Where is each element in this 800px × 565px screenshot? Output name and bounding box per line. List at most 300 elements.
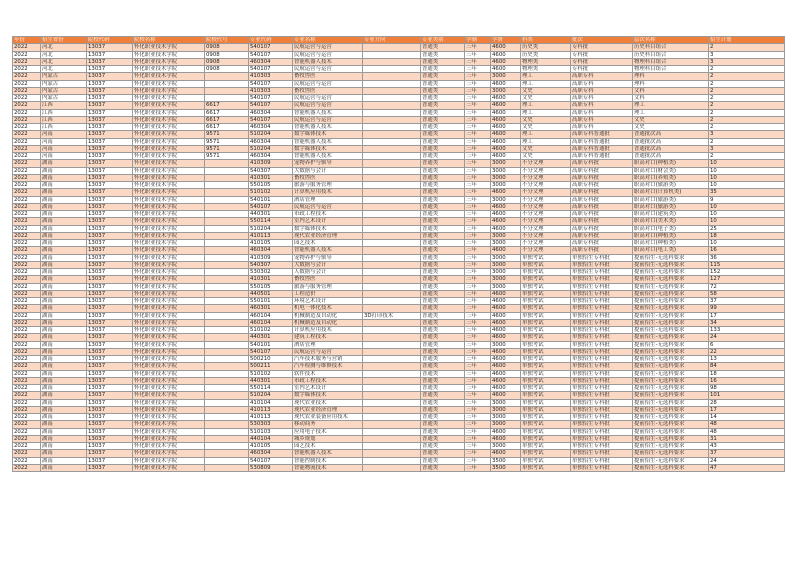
table-cell: 4600 (491, 131, 521, 138)
table-row (13, 44, 785, 51)
table-cell: 普通类 (421, 305, 465, 312)
table-cell: 48 (709, 421, 785, 428)
column-header: 招生省份 (41, 37, 87, 44)
table-cell: 单独考试 (521, 428, 571, 435)
table-cell: 提前招生-无选科要求 (633, 298, 709, 305)
table-cell: 湖南 (41, 240, 87, 247)
table-cell: 101 (709, 392, 785, 399)
table-cell: 13037 (87, 160, 133, 167)
table-cell (205, 377, 249, 384)
table-cell: 单独招生专科批 (571, 276, 633, 283)
table-cell: 怀化职业技术学院 (133, 392, 205, 399)
table-cell: 高职专科批 (571, 203, 633, 210)
table-cell: 单独招生专科批 (571, 435, 633, 442)
table-row (13, 450, 785, 457)
table-cell: 三年 (465, 225, 491, 232)
table-cell (205, 406, 249, 413)
table-row (13, 261, 785, 268)
table-cell (205, 435, 249, 442)
table-cell (205, 225, 249, 232)
table-cell: 10 (709, 167, 785, 174)
table-cell: 13037 (87, 254, 133, 261)
table-cell: 13037 (87, 428, 133, 435)
table-cell (363, 435, 421, 442)
table-cell (205, 247, 249, 254)
table-cell: 普通类 (421, 421, 465, 428)
table-cell: 10 (709, 203, 785, 210)
table-cell: 540107 (249, 66, 293, 73)
table-cell: 室内艺术设计 (293, 385, 363, 392)
table-cell: 三年 (465, 377, 491, 384)
table-row (13, 174, 785, 181)
table-cell: 13037 (87, 189, 133, 196)
table-cell: 提前招生-无选科要求 (633, 290, 709, 297)
table-row (13, 428, 785, 435)
table-cell: 550105 (249, 182, 293, 189)
table-cell: 计算机应用技术 (293, 189, 363, 196)
table-cell: 16 (709, 377, 785, 384)
table-cell (363, 109, 421, 116)
table-cell: 普通类 (421, 450, 465, 457)
table-cell: 大数据与会计 (293, 167, 363, 174)
table-cell (363, 51, 421, 58)
table-cell: 13037 (87, 153, 133, 160)
table-cell: 湖南 (41, 414, 87, 421)
table-cell: 13037 (87, 182, 133, 189)
table-cell (205, 392, 249, 399)
column-header: 学费 (491, 37, 521, 44)
table-cell: 河北 (41, 58, 87, 65)
table-cell: 460304 (249, 58, 293, 65)
table-cell: 2022 (13, 319, 41, 326)
table-cell: 0908 (205, 66, 249, 73)
table-cell: 2022 (13, 58, 41, 65)
table-cell: 9571 (205, 145, 249, 152)
table-cell: 怀化职业技术学院 (133, 414, 205, 421)
table-cell (363, 261, 421, 268)
table-cell: 提前招生-无选科要求 (633, 414, 709, 421)
table-cell: 专科批 (571, 44, 633, 51)
table-cell: 职高对口(建筑类) (633, 211, 709, 218)
table-row (13, 167, 785, 174)
table-cell (363, 421, 421, 428)
table-cell: 湖南 (41, 406, 87, 413)
table-cell: 高职专科 (571, 109, 633, 116)
table-cell: 物理科目组合 (633, 58, 709, 65)
table-cell (363, 174, 421, 181)
table-cell: 不分文理 (521, 196, 571, 203)
table-cell: 2022 (13, 44, 41, 51)
table-cell: 河南 (41, 145, 87, 152)
table-cell: 单独招生专科批 (571, 319, 633, 326)
table-cell: 普通类 (421, 153, 465, 160)
table-cell: 智能机器人技术 (293, 450, 363, 457)
table-cell: 13037 (87, 406, 133, 413)
table-cell: 单独招生专科批 (571, 298, 633, 305)
table-cell: 3000 (491, 182, 521, 189)
table-cell: 单独考试 (521, 421, 571, 428)
table-cell (205, 254, 249, 261)
table-cell: 怀化职业技术学院 (133, 102, 205, 109)
table-row (13, 334, 785, 341)
table-cell: 怀化职业技术学院 (133, 312, 205, 319)
table-cell: 三年 (465, 334, 491, 341)
table-cell: 普通类 (421, 44, 465, 51)
table-cell: 普通类 (421, 196, 465, 203)
enrollment-plan-table (12, 36, 785, 472)
table-cell (205, 443, 249, 450)
table-cell: 职高对口(计算机类) (633, 189, 709, 196)
table-cell: 怀化职业技术学院 (133, 95, 205, 102)
table-cell: 4600 (491, 189, 521, 196)
table-cell: 三年 (465, 348, 491, 355)
table-cell: 13037 (87, 102, 133, 109)
table-cell: 三年 (465, 464, 491, 471)
table-cell (205, 196, 249, 203)
table-cell: 18 (709, 232, 785, 239)
table-cell: 怀化职业技术学院 (133, 276, 205, 283)
table-cell (205, 457, 249, 464)
table-cell: 10 (709, 160, 785, 167)
table-cell (363, 232, 421, 239)
table-row (13, 392, 785, 399)
table-row (13, 363, 785, 370)
table-cell: 4600 (491, 312, 521, 319)
table-cell: 2022 (13, 174, 41, 181)
table-cell: 民航运营与运营 (293, 116, 363, 123)
table-cell: 室内艺术设计 (293, 218, 363, 225)
table-row (13, 124, 785, 131)
table-cell: 540107 (249, 102, 293, 109)
table-cell: 普通类 (421, 392, 465, 399)
table-cell: 高职专科批 (571, 160, 633, 167)
table-header-row (13, 37, 785, 44)
table-row (13, 312, 785, 319)
table-cell (205, 312, 249, 319)
table-cell: 2 (709, 66, 785, 73)
table-cell: 普通批次高 (633, 145, 709, 152)
table-cell (363, 87, 421, 94)
table-cell: 单独招生专科批 (571, 392, 633, 399)
table-cell: 13037 (87, 218, 133, 225)
table-cell (205, 283, 249, 290)
table-cell: 2022 (13, 102, 41, 109)
table-cell: 410104 (249, 399, 293, 406)
table-cell: 理工 (633, 109, 709, 116)
table-cell: 汽车检测与维修技术 (293, 363, 363, 370)
table-row (13, 80, 785, 87)
table-cell: 6617 (205, 109, 249, 116)
table-cell: 单独招生专科批 (571, 377, 633, 384)
table-cell (205, 370, 249, 377)
table-cell: 单独考试 (521, 334, 571, 341)
table-cell (205, 174, 249, 181)
table-cell: 高职专科普通批 (571, 145, 633, 152)
table-cell: 职高对口(电工类) (633, 247, 709, 254)
table-cell: 31 (709, 435, 785, 442)
table-cell: 怀化职业技术学院 (133, 428, 205, 435)
table-cell: 410105 (249, 443, 293, 450)
table-cell: 13037 (87, 196, 133, 203)
table-cell: 410105 (249, 240, 293, 247)
table-cell: 3000 (491, 421, 521, 428)
table-cell (205, 73, 249, 80)
table-cell: 怀化职业技术学院 (133, 138, 205, 145)
table-cell: 13037 (87, 232, 133, 239)
table-row (13, 457, 785, 464)
table-cell: 怀化职业技术学院 (133, 174, 205, 181)
table-cell: 提前招生-无选科要求 (633, 457, 709, 464)
table-cell: 34 (709, 319, 785, 326)
table-cell: 9571 (205, 153, 249, 160)
table-cell: 普通类 (421, 211, 465, 218)
table-cell: 4600 (491, 203, 521, 210)
table-cell: 数字媒体技术 (293, 131, 363, 138)
table-cell: 37 (709, 298, 785, 305)
table-cell: 怀化职业技术学院 (133, 44, 205, 51)
table-cell (205, 298, 249, 305)
table-cell: 机械制造及自动化 (293, 312, 363, 319)
table-cell: 提前招生-无选科要求 (633, 450, 709, 457)
table-cell (205, 160, 249, 167)
table-cell: 物理类 (521, 66, 571, 73)
table-cell: 三年 (465, 276, 491, 283)
table-cell: 460304 (249, 138, 293, 145)
table-cell: 怀化职业技术学院 (133, 167, 205, 174)
table-cell: 怀化职业技术学院 (133, 182, 205, 189)
table-cell: 普通类 (421, 145, 465, 152)
table-cell: 单独招生专科批 (571, 450, 633, 457)
table-cell: 江西 (41, 109, 87, 116)
table-cell: 单独招生专科批 (571, 428, 633, 435)
table-cell (205, 319, 249, 326)
table-cell: 单独考试 (521, 283, 571, 290)
table-cell: 怀化职业技术学院 (133, 247, 205, 254)
table-cell: 怀化职业技术学院 (133, 298, 205, 305)
table-cell: 高职专科批 (571, 218, 633, 225)
table-cell: 理工 (521, 109, 571, 116)
table-cell: 应用电子技术 (293, 428, 363, 435)
table-cell: 普通批次高 (633, 131, 709, 138)
table-cell: 13037 (87, 348, 133, 355)
table-row (13, 240, 785, 247)
table-cell: 湖南 (41, 399, 87, 406)
table-cell: 2022 (13, 225, 41, 232)
table-cell: 单独招生专科批 (571, 305, 633, 312)
table-cell: 湖南 (41, 283, 87, 290)
table-cell: 2022 (13, 428, 41, 435)
table-cell: 13037 (87, 399, 133, 406)
table-cell: 13037 (87, 247, 133, 254)
table-cell (363, 457, 421, 464)
table-cell: 410301 (249, 174, 293, 181)
table-cell: 3000 (491, 232, 521, 239)
table-cell: 440104 (249, 435, 293, 442)
table-cell: 2022 (13, 109, 41, 116)
table-cell: 高职专科批 (571, 232, 633, 239)
table-cell (363, 269, 421, 276)
column-header: 招生计划 (709, 37, 785, 44)
table-cell: 湖南 (41, 363, 87, 370)
table-cell (205, 450, 249, 457)
table-row (13, 341, 785, 348)
table-cell: 460301 (249, 305, 293, 312)
table-cell: 怀化职业技术学院 (133, 385, 205, 392)
table-cell: 4600 (491, 211, 521, 218)
table-row (13, 73, 785, 80)
table-cell: 13037 (87, 87, 133, 94)
table-cell: 4600 (491, 95, 521, 102)
table-cell: 2022 (13, 87, 41, 94)
table-cell: 怀化职业技术学院 (133, 341, 205, 348)
table-cell: 河南 (41, 138, 87, 145)
table-cell: 三年 (465, 131, 491, 138)
table-cell (363, 392, 421, 399)
table-cell: 510102 (249, 370, 293, 377)
table-cell: 3000 (491, 443, 521, 450)
table-cell: 现代农业经济管理 (293, 406, 363, 413)
table-cell: 怀化职业技术学院 (133, 73, 205, 80)
table-cell: 4600 (491, 116, 521, 123)
table-cell: 2022 (13, 370, 41, 377)
table-cell: 2022 (13, 363, 41, 370)
table-cell: 不分文理 (521, 240, 571, 247)
table-cell: 6617 (205, 116, 249, 123)
table-cell: 怀化职业技术学院 (133, 153, 205, 160)
table-cell: 三年 (465, 370, 491, 377)
table-cell: 13037 (87, 73, 133, 80)
table-cell: 三年 (465, 443, 491, 450)
table-cell: 三年 (465, 269, 491, 276)
table-cell: 怀化职业技术学院 (133, 443, 205, 450)
table-cell: 普通类 (421, 66, 465, 73)
table-cell: 4600 (491, 44, 521, 51)
table-row (13, 356, 785, 363)
table-cell: 普通类 (421, 385, 465, 392)
table-cell: 提前招生-无选科要求 (633, 399, 709, 406)
table-cell: 单独考试 (521, 319, 571, 326)
table-cell: 高职专科 (571, 102, 633, 109)
table-cell (363, 464, 421, 471)
table-cell: 2022 (13, 305, 41, 312)
table-cell: 三年 (465, 102, 491, 109)
table-cell: 2022 (13, 189, 41, 196)
table-cell: 湖南 (41, 189, 87, 196)
table-cell: 2022 (13, 124, 41, 131)
table-cell: 13037 (87, 414, 133, 421)
table-cell: 2022 (13, 167, 41, 174)
table-cell: 文史 (521, 87, 571, 94)
table-cell: 湖南 (41, 334, 87, 341)
table-cell: 13037 (87, 211, 133, 218)
table-cell: 专科批 (571, 66, 633, 73)
table-cell: 民航运营与运营 (293, 348, 363, 355)
table-cell: 提前招生-无选科要求 (633, 327, 709, 334)
table-cell (205, 269, 249, 276)
table-cell: 单独考试 (521, 312, 571, 319)
table-cell (363, 131, 421, 138)
table-cell: 职高对口(旅游类) (633, 196, 709, 203)
table-cell: 460304 (249, 109, 293, 116)
table-cell: 单独考试 (521, 356, 571, 363)
table-cell: 普通类 (421, 182, 465, 189)
table-cell: 三年 (465, 160, 491, 167)
table-cell: 2022 (13, 80, 41, 87)
table-cell: 3000 (491, 261, 521, 268)
table-cell: 历史类 (521, 51, 571, 58)
table-cell: 内蒙古 (41, 87, 87, 94)
table-cell: 怀化职业技术学院 (133, 225, 205, 232)
table-cell: 建筑工程技术 (293, 334, 363, 341)
table-cell: 2022 (13, 131, 41, 138)
table-cell: 湖南 (41, 305, 87, 312)
table-cell (363, 305, 421, 312)
table-cell: 单独考试 (521, 377, 571, 384)
table-cell: 4600 (491, 377, 521, 384)
table-cell: 湖南 (41, 247, 87, 254)
table-cell: 智能机器人技术 (293, 153, 363, 160)
table-cell: 127 (709, 276, 785, 283)
table-cell: 540107 (249, 348, 293, 355)
table-cell (363, 363, 421, 370)
table-cell: 9571 (205, 131, 249, 138)
table-cell: 530809 (249, 464, 293, 471)
table-cell (205, 240, 249, 247)
table-cell (205, 182, 249, 189)
data-sheet (12, 36, 784, 472)
table-cell: 高职专科批 (571, 174, 633, 181)
table-cell: 2022 (13, 421, 41, 428)
table-cell: 不分文理 (521, 225, 571, 232)
table-cell: 三年 (465, 356, 491, 363)
table-cell: 怀化职业技术学院 (133, 196, 205, 203)
table-row (13, 182, 785, 189)
table-cell: 4600 (491, 385, 521, 392)
table-cell: 园艺技术 (293, 443, 363, 450)
table-cell: 单独考试 (521, 406, 571, 413)
table-cell: 440301 (249, 211, 293, 218)
table-row (13, 276, 785, 283)
table-cell: 3 (709, 58, 785, 65)
table-row (13, 51, 785, 58)
table-cell: 2022 (13, 435, 41, 442)
table-cell: 高职专科 (571, 73, 633, 80)
table-cell: 单独考试 (521, 435, 571, 442)
table-cell: 城乡规划 (293, 435, 363, 442)
table-cell: 普通类 (421, 435, 465, 442)
table-cell (363, 58, 421, 65)
table-cell: 17 (709, 406, 785, 413)
table-cell: 13037 (87, 356, 133, 363)
table-cell (363, 167, 421, 174)
table-cell: 460104 (249, 319, 293, 326)
table-cell: 怀化职业技术学院 (133, 240, 205, 247)
table-cell (205, 356, 249, 363)
table-cell: 2022 (13, 327, 41, 334)
table-cell: 智能控制技术 (293, 457, 363, 464)
table-cell: 智能机器人技术 (293, 247, 363, 254)
table-cell: 4600 (491, 305, 521, 312)
table-cell: 单独招生专科批 (571, 457, 633, 464)
table-cell: 35 (709, 189, 785, 196)
table-cell: 高职专科批 (571, 225, 633, 232)
table-cell (205, 305, 249, 312)
table-cell: 提前招生-无选科要求 (633, 428, 709, 435)
table-cell: 540107 (249, 51, 293, 58)
table-row (13, 66, 785, 73)
table-cell: 怀化职业技术学院 (133, 464, 205, 471)
table-cell: 2022 (13, 247, 41, 254)
